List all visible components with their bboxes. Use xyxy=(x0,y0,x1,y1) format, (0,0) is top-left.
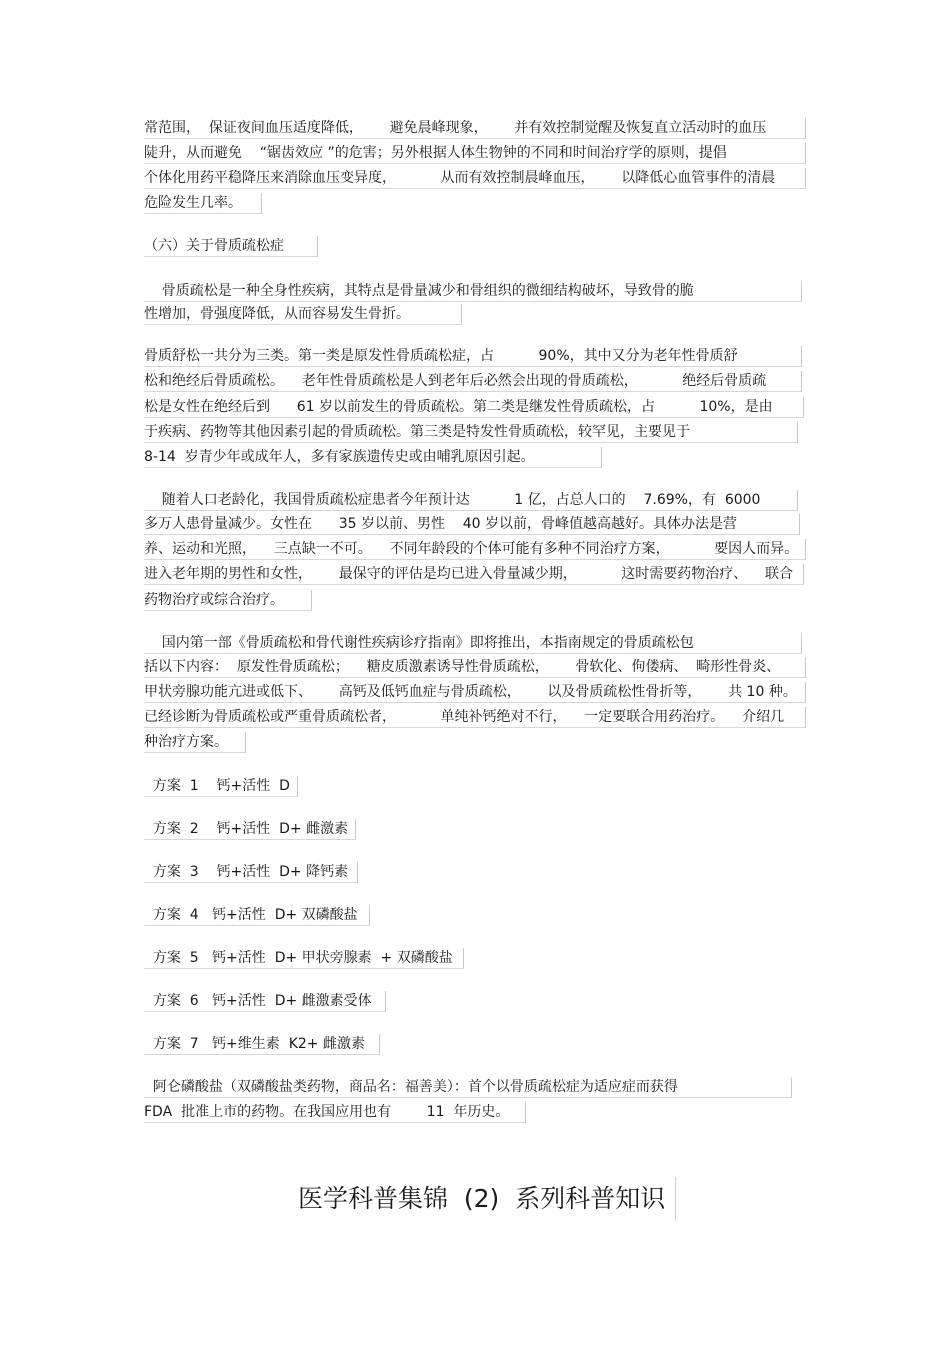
section-heading: （六）关于骨质疏松症 xyxy=(144,236,318,257)
paragraph-line: 松是女性在绝经后到 61 岁以前发生的骨质疏松。第二类是继发性骨质疏松，占 10%，是由 xyxy=(144,397,804,418)
treatment-scheme-item: 方案 3 钙+活性 D+ 降钙素 xyxy=(144,862,358,883)
paragraph-line: 进入老年期的男性和女性， 最保守的评估是均已进入骨量减少期， 这时需要药物治疗、 联合 xyxy=(144,564,804,585)
paragraph-line: 括以下内容： 原发性骨质疏松； 糖皮质激素诱导性骨质疏松， 骨软化、佝偻病、 畸形性骨炎、 xyxy=(144,657,806,678)
treatment-scheme-item: 方案 7 钙+维生素 K2+ 雌激素 xyxy=(144,1034,380,1055)
paragraph-line: 国内第一部《骨质疏松和骨代谢性疾病诊疗指南》即将推出，本指南规定的骨质疏松包 xyxy=(144,633,802,654)
paragraph-line: 种治疗方案。 xyxy=(144,732,246,753)
paragraph-line: 随着人口老龄化，我国骨质疏松症患者今年预计达 1 亿，占总人口的 7.69%，有 6000 xyxy=(144,490,798,511)
treatment-scheme-item: 方案 1 钙+活性 D xyxy=(144,776,298,797)
paragraph-line: 甲状旁腺功能亢进或低下、 高钙及低钙血症与骨质疏松， 以及骨质疏松性骨折等， 共 10 种。 xyxy=(144,682,806,703)
paragraph-line: 多万人患骨量减少。女性在 35 岁以前、男性 40 岁以前，骨峰值越高越好。具体办法是营 xyxy=(144,514,800,535)
paragraph-line: 松和绝经后骨质疏松。 老年性骨质疏松是人到老年后必然会出现的骨质疏松， 绝经后骨质疏 xyxy=(144,371,802,392)
paragraph-line: 阿仑磷酸盐（双磷酸盐类药物，商品名：福善美）：首个以骨质疏松症为适应症而获得 xyxy=(144,1077,792,1098)
paragraph-line: 骨质舒松一共分为三类。第一类是原发性骨质疏松症，占 90%，其中又分为老年性骨质舒 xyxy=(144,346,802,367)
series-title: 医学科普集锦 (2) 系列科普知识 xyxy=(298,1177,676,1221)
treatment-scheme-item: 方案 5 钙+活性 D+ 甲状旁腺素 + 双磷酸盐 xyxy=(144,948,464,969)
paragraph-line: 8-14 岁青少年或成年人，多有家族遗传史或由哺乳原因引起。 xyxy=(144,447,602,468)
treatment-scheme-item: 方案 2 钙+活性 D+ 雌激素 xyxy=(144,819,356,840)
paragraph-line: 危险发生几率。 xyxy=(144,193,262,214)
treatment-scheme-item: 方案 4 钙+活性 D+ 双磷酸盐 xyxy=(144,905,370,926)
paragraph-line: 骨质疏松是一种全身性疾病，其特点是骨量减少和骨组织的微细结构破坏，导致骨的脆 xyxy=(144,281,802,302)
paragraph-line: FDA 批准上市的药物。在我国应用也有 11 年历史。 xyxy=(144,1102,526,1123)
paragraph-line: 药物治疗或综合治疗。 xyxy=(144,590,312,611)
paragraph-line: 性增加，骨强度降低，从而容易发生骨折。 xyxy=(144,304,462,325)
paragraph-line: 常范围， 保证夜间血压适度降低， 避免晨峰现象， 并有效控制觉醒及恢复直立活动时的血压 xyxy=(144,118,806,139)
paragraph-line: 养、运动和光照， 三点缺一不可。 不同年龄段的个体可能有多种不同治疗方案， 要因人而异。 xyxy=(144,539,806,560)
treatment-scheme-item: 方案 6 钙+活性 D+ 雌激素受体 xyxy=(144,991,386,1012)
paragraph-line: 于疾病、药物等其他因素引起的骨质疏松。第三类是特发性骨质疏松，较罕见，主要见于 xyxy=(144,422,798,443)
paragraph-line: 个体化用药平稳降压来消除血压变异度， 从而有效控制晨峰血压， 以降低心血管事件的清晨 xyxy=(144,168,806,189)
paragraph-line: 陡升，从而避免 “锯齿效应 ”的危害；另外根据人体生物钟的不同和时间治疗学的原则，提倡 xyxy=(144,143,806,164)
paragraph-line: 已经诊断为骨质疏松或严重骨质疏松者， 单纯补钙绝对不行， 一定要联合用药治疗。 介绍几 xyxy=(144,707,806,728)
